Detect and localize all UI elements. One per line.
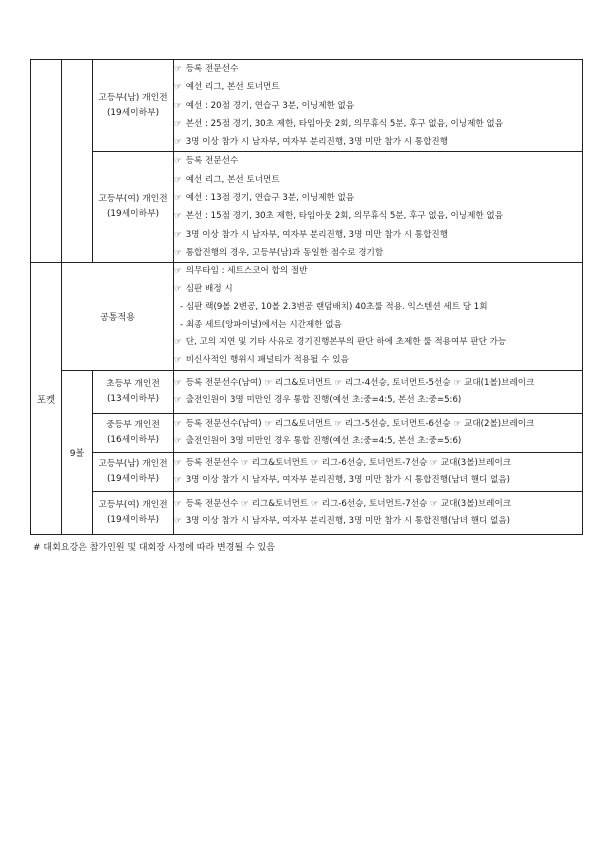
pointing-hand-icon: ☞ (174, 64, 182, 74)
rule-subline: - 심판 랙(9볼 2변공, 10볼 2.3변공 랜덤배치) 40초룰 적용. 익스텐션 세트 당 1회 (180, 301, 488, 312)
division-name: 고등부(남) 개인전 (98, 92, 168, 103)
rule-line: ☞ 심판 배정 시 (174, 284, 233, 295)
pointing-hand-icon: ☞ (174, 266, 182, 277)
pointing-hand-icon: ☞ (334, 419, 342, 430)
rule-line: ☞ 단, 고의 지연 및 기타 사유로 경기진행본부의 판단 하에 초제한 룰 적용여부 판단 가능 (174, 337, 507, 348)
division-name: 초등부 개인전 (106, 379, 160, 390)
pointing-hand-icon: ☞ (334, 378, 342, 389)
row-9ball-elementary (31, 371, 583, 414)
rule-line: ☞ 예선 리그, 본선 토너먼트 (174, 174, 280, 185)
pointing-hand-icon: ☞ (241, 458, 249, 469)
rule-line: ☞ 3명 이상 참가 시 남자부, 여자부 분리진행, 3명 미만 참가 시 통합진행 (174, 137, 449, 148)
pointing-hand-icon: ☞ (310, 458, 319, 469)
pointing-hand-icon: ☞ (174, 247, 182, 258)
rule-line: ☞ 예선 : 20점 경기, 연습구 3분, 이닝제한 없음 (174, 100, 355, 111)
rules-table (30, 59, 583, 535)
rule-line: ☞ 등록 전문선수(남여) ☞ 리그&토너먼트 ☞ 리그-4선승, 토너먼트-5선승 ☞ 교대(1볼)브레이크 (174, 378, 535, 389)
rule-line: ☞ 본선 : 15점 경기, 30초 제한, 타임아웃 2회, 의무휴식 5분, 후구 없음, 이닝제한 없음 (174, 211, 504, 222)
rules-cell (174, 453, 583, 492)
division-name: 중등부 개인전 (106, 420, 160, 431)
pointing-hand-icon: ☞ (453, 419, 462, 430)
pointing-hand-icon: ☞ (174, 174, 182, 185)
pointing-hand-icon: ☞ (174, 193, 182, 204)
rules-cell (174, 263, 583, 371)
pointing-hand-icon: ☞ (174, 137, 182, 148)
row-9ball-hs-girls (31, 492, 583, 535)
pointing-hand-icon: ☞ (174, 499, 182, 510)
rules-cell (174, 371, 583, 414)
footnote: # 대회요강은 참가인원 및 대회장 사정에 따라 변경될 수 있음 (33, 543, 275, 553)
pointing-hand-icon: ☞ (174, 82, 182, 93)
pointing-hand-icon: ☞ (241, 499, 249, 510)
rule-line: ☞ 통합진행의 경우, 고등부(남)과 동일한 점수로 경기함 (174, 247, 384, 258)
rule-line: ☞ 등록 전문선수 ☞ 리그&토너먼트 ☞ 리그-6선승, 토너먼트-7선승 ☞ 교대(3볼)브레이크 (174, 499, 512, 510)
pointing-hand-icon: ☞ (174, 395, 182, 406)
sport-cell-top (31, 60, 62, 263)
ball-type-cell: 9볼 (62, 371, 93, 535)
pointing-hand-icon: ☞ (174, 355, 182, 366)
pointing-hand-icon: ☞ (174, 100, 182, 111)
pointing-hand-icon: ☞ (174, 118, 182, 129)
rules-cell (174, 492, 583, 535)
division-name: 고등부(여) 개인전 (98, 500, 168, 511)
row-common (31, 263, 583, 371)
pointing-hand-icon: ☞ (174, 156, 182, 167)
rule-line: ☞ 등록 전문선수 ☞ 리그&토너먼트 ☞ 리그-6선승, 토너먼트-7선승 ☞ 교대(3볼)브레이크 (174, 458, 512, 469)
row-9ball-hs-boys (31, 453, 583, 492)
rule-line: ☞ 출전인원이 3명 미만인 경우 통합 진행(예선 초:중=4:5, 본선 초:중=5:6) (174, 436, 462, 447)
pointing-hand-icon: ☞ (264, 378, 273, 389)
division-cell (93, 414, 174, 453)
rules-cell (174, 414, 583, 453)
rule-line: ☞ 예선 리그, 본선 토너먼트 (174, 82, 280, 93)
pointing-hand-icon: ☞ (174, 419, 182, 430)
pointing-hand-icon: ☞ (264, 419, 273, 430)
pointing-hand-icon: ☞ (174, 337, 182, 348)
division-age: (19세이하부) (106, 474, 160, 485)
pointing-hand-icon: ☞ (174, 211, 182, 222)
division-cell (93, 60, 174, 152)
pointing-hand-icon: ☞ (174, 458, 182, 469)
rule-line: ☞ 비신사적인 행위시 패널티가 적용될 수 있음 (174, 355, 349, 366)
pointing-hand-icon: ☞ (430, 499, 438, 510)
rule-line: ☞ 등록 전문선수 (174, 156, 239, 167)
rule-line: ☞ 예선 : 13점 경기, 연습구 3분, 이닝제한 없음 (174, 193, 355, 204)
pointing-hand-icon: ☞ (174, 229, 182, 240)
division-cell (93, 492, 174, 535)
division-age: (13세이하부) (106, 394, 160, 405)
rule-line: ☞ 3명 이상 참가 시 남자부, 여자부 분리진행, 3명 미만 참가 시 통합진행 (174, 229, 449, 240)
division-age: (16세이하부) (106, 435, 160, 446)
subcategory-cell-top (62, 60, 93, 263)
rules-cell (174, 60, 583, 152)
rule-line: ☞ 등록 전문선수 (174, 64, 239, 74)
rule-line: ☞ 3명 이상 참가 시 남자부, 여자부 분리진행, 3명 미만 참가 시 통합진행(남녀 핸디 없음) (174, 475, 510, 486)
division-cell (93, 371, 174, 414)
rule-line: ☞ 출전인원이 3명 미만인 경우 통합 진행(예선 초:중=4:5, 본선 초:중=5:6) (174, 395, 462, 406)
rule-line: ☞ 본선 : 25점 경기, 30초 제한, 타임아웃 2회, 의무휴식 5분, 후구 없음, 이닝제한 없음 (174, 118, 504, 129)
rule-subline: - 최종 세트(앙파이널)에서는 시간제한 없음 (180, 319, 342, 330)
pointing-hand-icon: ☞ (174, 436, 182, 447)
pointing-hand-icon: ☞ (174, 284, 182, 295)
rule-line: ☞ 의무타임 : 세트스코어 합의 절반 (174, 266, 308, 277)
division-age: (19세이하부) (106, 107, 160, 118)
pointing-hand-icon: ☞ (174, 475, 182, 486)
row-hs-boys (31, 60, 583, 152)
row-9ball-middle (31, 414, 583, 453)
rules-cell (174, 152, 583, 263)
row-hs-girls (31, 152, 583, 263)
pointing-hand-icon: ☞ (430, 458, 438, 469)
common-label: 공통적용 (62, 263, 174, 371)
division-age: (19세이하부) (106, 209, 160, 220)
sport-cell: 포켓 (31, 263, 62, 535)
rule-line: ☞ 등록 전문선수(남여) ☞ 리그&토너먼트 ☞ 리그-5선승, 토너먼트-6선승 ☞ 교대(2볼)브레이크 (174, 419, 535, 430)
division-age: (19세이하부) (106, 515, 160, 526)
pointing-hand-icon: ☞ (174, 378, 182, 389)
division-cell (93, 453, 174, 492)
rule-line: ☞ 3명 이상 참가 시 남자부, 여자부 분리진행, 3명 미만 참가 시 통합진행(남녀 핸디 없음) (174, 516, 510, 527)
pointing-hand-icon: ☞ (453, 378, 462, 389)
division-name: 고등부(여) 개인전 (98, 194, 168, 205)
pointing-hand-icon: ☞ (174, 516, 182, 527)
division-cell (93, 152, 174, 263)
division-name: 고등부(남) 개인전 (98, 459, 168, 470)
pointing-hand-icon: ☞ (310, 499, 319, 510)
